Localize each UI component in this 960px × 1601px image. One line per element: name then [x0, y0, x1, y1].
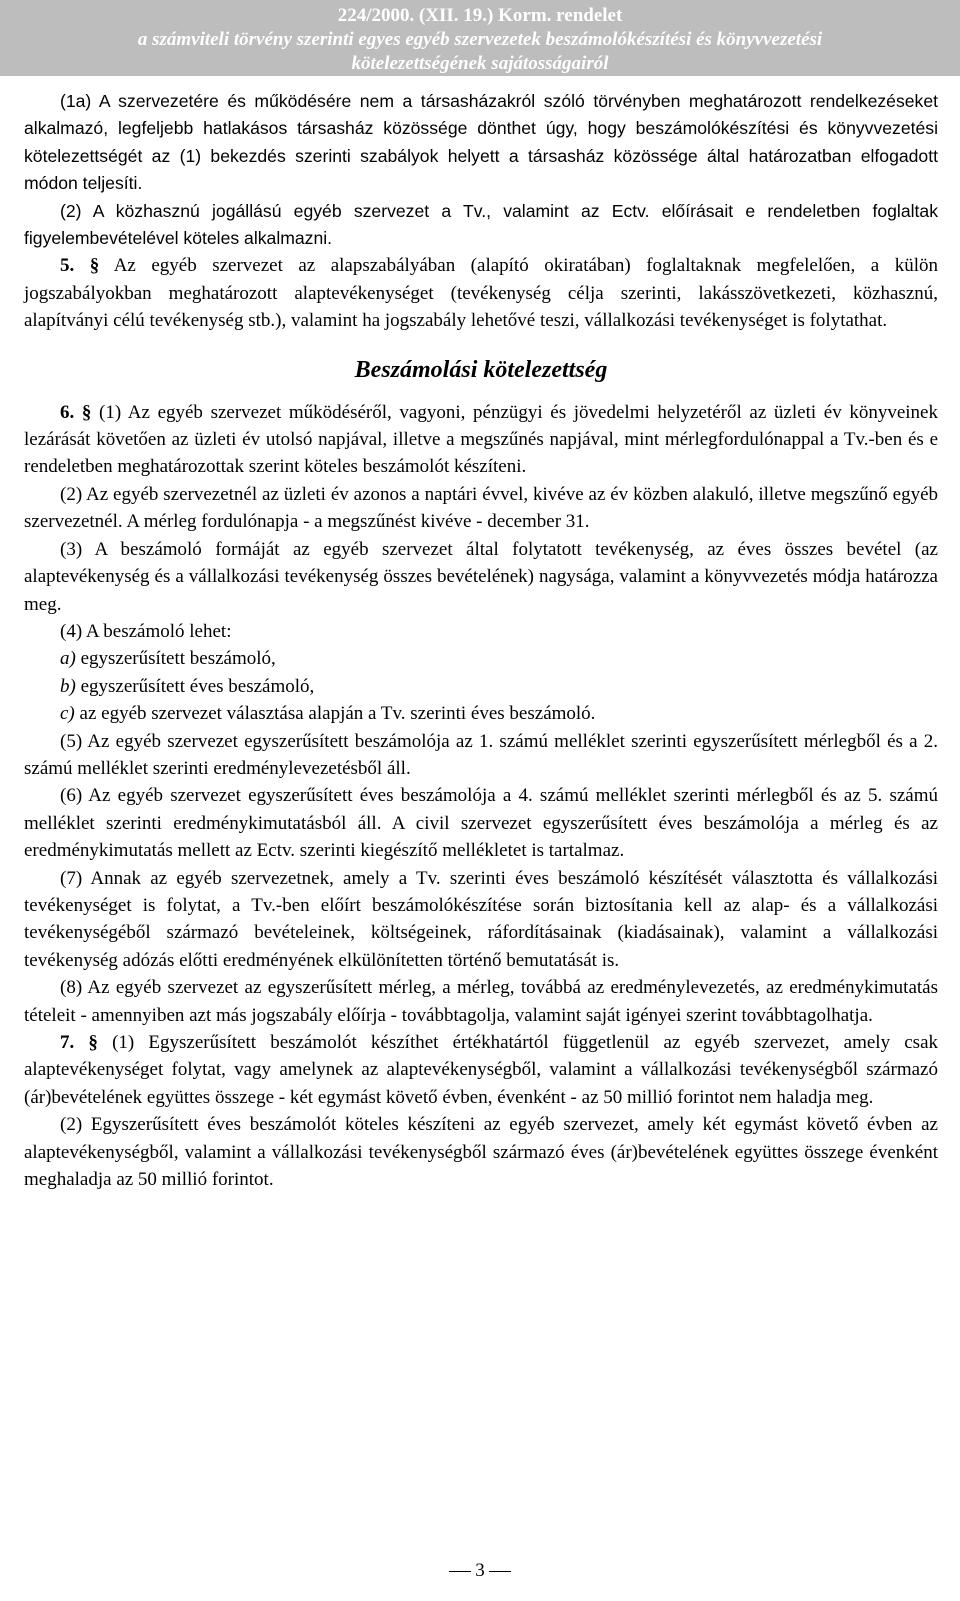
section-6-paragraph-3: (3) A beszámoló formáját az egyéb szervezet által folytatott tevékenység, az éves összes bevétel (az alaptevékenység és a vállalkozási tevékenység összes bevételének) nagysága, valamint a könyvvezetés módja határozza meg. [24, 538, 938, 615]
section-6-paragraph-7: (7) Annak az egyéb szervezetnek, amely a Tv. szerinti éves beszámoló készítését választotta és vállalkozási tevékenységet is folytat, a Tv.-ben előírt beszámolókészítése során biztosítania kell az alap- és a vállalkozási tevékenységéből származó bevételeinek, költségeinek, ráfordításainak (kiadásainak), valamint a vállalkozási tevékenység adózás előtti eredményének elkülönítetten történő bemutatását is. [24, 867, 938, 971]
section-7-text-1: (1) Egyszerűsített beszámolót készíthet értékhatártól függetlenül az egyéb szervezet, amely csak alaptevékenységet folytat, vagy amelynek az alaptevékenységből, valamint a vállalkozási tevékenységből származó (ár)bevételének együttes összege - két egymást követő évben, évenként - az 50 millió forintot nem haladja meg. [24, 1032, 938, 1108]
document-body [24, 88, 938, 1193]
section-6-paragraph-6: (6) Az egyéb szervezet egyszerűsített éves beszámolója a 4. számú melléklet szerinti mérlegből és az 5. számú melléklet szerinti eredménykimutatásból áll. A civil szervezet egyszerűsített éves beszámolója a mérleg és az eredménykimutatás mellett az Ectv. szerinti kiegészítő mellékletet is tartalmaz. [24, 785, 938, 862]
list-item-c-label: c) [60, 703, 75, 725]
section-7-number: 7. § [60, 1032, 98, 1053]
section-6-paragraph-5: (5) Az egyéb szervezet egyszerűsített beszámolója az 1. számú melléklet szerinti egyszerűsített mérlegből és a 2. számú melléklet szerinti eredménylevezetésből áll. [24, 730, 938, 779]
list-item-b-label: b) [60, 675, 76, 697]
header-subtitle-line1: a számviteli törvény szerinti egyes egyéb szervezetek beszámolókészítési és könyvvezetési [137, 29, 823, 50]
paragraph-2: (2) A közhasznú jogállású egyéb szervezet a Tv., valamint az Ectv. előírásait e rendeletben foglaltak figyelembevételével köteles alkalmazni. [24, 200, 938, 249]
section-6-paragraph-4: (4) A beszámoló lehet: [60, 620, 232, 642]
list-item-b [24, 673, 938, 700]
header-subtitle-line2: kötelezettségének sajátosságairól [351, 53, 609, 74]
section-heading: Beszámolási kötelezettség [354, 356, 608, 383]
page-number-dash-right [489, 1571, 511, 1572]
section-5-number: 5. § [60, 255, 100, 277]
list-item-b-text: egyszerűsített éves beszámoló, [75, 675, 315, 697]
page-header [0, 0, 960, 76]
list-item-c [24, 700, 938, 727]
page-number: 3 [475, 1560, 485, 1581]
section-5 [24, 252, 938, 334]
section-6-number: 6. § [60, 401, 92, 423]
list-item-a [24, 645, 938, 672]
page-number-dash-left [449, 1571, 471, 1572]
section-7-paragraph-1 [24, 1029, 938, 1111]
page-footer [0, 1560, 960, 1582]
list-item-c-text: az egyéb szervezet választása alapján a Tv. szerinti éves beszámoló. [74, 703, 596, 725]
section-7-paragraph-2: (2) Egyszerűsített éves beszámolót köteles készíteni az egyéb szervezet, amely két egymást követő évben az alaptevékenységből, valamint a vállalkozási tevékenységből származó éves (ár)bevételének együttes összege évenként meghaladja az 50 millió forintot. [24, 1114, 938, 1191]
paragraph-1a: (1a) A szervezetére és működésére nem a társasházakról szóló törvényben meghatározott rendelkezéseket alkalmazó, legfeljebb hatlakásos társasház közössége dönthet úgy, hogy beszámolókészítési és könyvvezetési kötelezettségét az (1) bekezdés szerinti szabályok helyett a társasház közössége által határozatban elfogadott módon teljesíti. [24, 91, 938, 194]
section-6-paragraph-8: (8) Az egyéb szervezet az egyszerűsített mérleg, a mérleg, továbbá az eredménylevezetés, az eredménykimutatás tételeit - amennyiben azt más jogszabály előírja - továbbtagolja, valamint saját igényei szerint továbbtagolhatja. [24, 977, 938, 1026]
section-6-paragraph-2: (2) Az egyéb szervezetnél az üzleti év azonos a naptári évvel, kivéve az év közben alakuló, illetve megszűnő egyéb szervezetnél. A mérleg fordulónapja - a megszűnést kivéve - december 31. [24, 483, 938, 533]
list-item-a-label: a) [60, 648, 76, 670]
section-6-paragraph-1 [24, 399, 938, 481]
section-5-text: Az egyéb szervezet az alapszabályában (alapító okiratában) foglaltaknak megfelelően, a külön jogszabályokban meghatározott alaptevékenységet (tevékenység célja szerinti, lakásszövetkezeti, közhasznú, alapítványi célú tevékenység stb.), valamint ha jogszabály lehetővé teszi, vállalkozási tevékenységet is folytathat. [24, 255, 938, 332]
header-decree-title: 224/2000. (XII. 19.) Korm. rendelet [337, 5, 623, 26]
list-item-a-text: egyszerűsített beszámoló, [75, 648, 276, 670]
section-6-text-1: (1) Az egyéb szervezet működéséről, vagyoni, pénzügyi és jövedelmi helyzetéről az üzleti év könyveinek lezárását követően az üzleti év utolsó napjával, illetve a megszűnés napjával, mint mérlegfordulónappal a Tv.-ben és e rendeletben meghatározottak szerint köteles beszámolót készíteni. [24, 401, 938, 478]
